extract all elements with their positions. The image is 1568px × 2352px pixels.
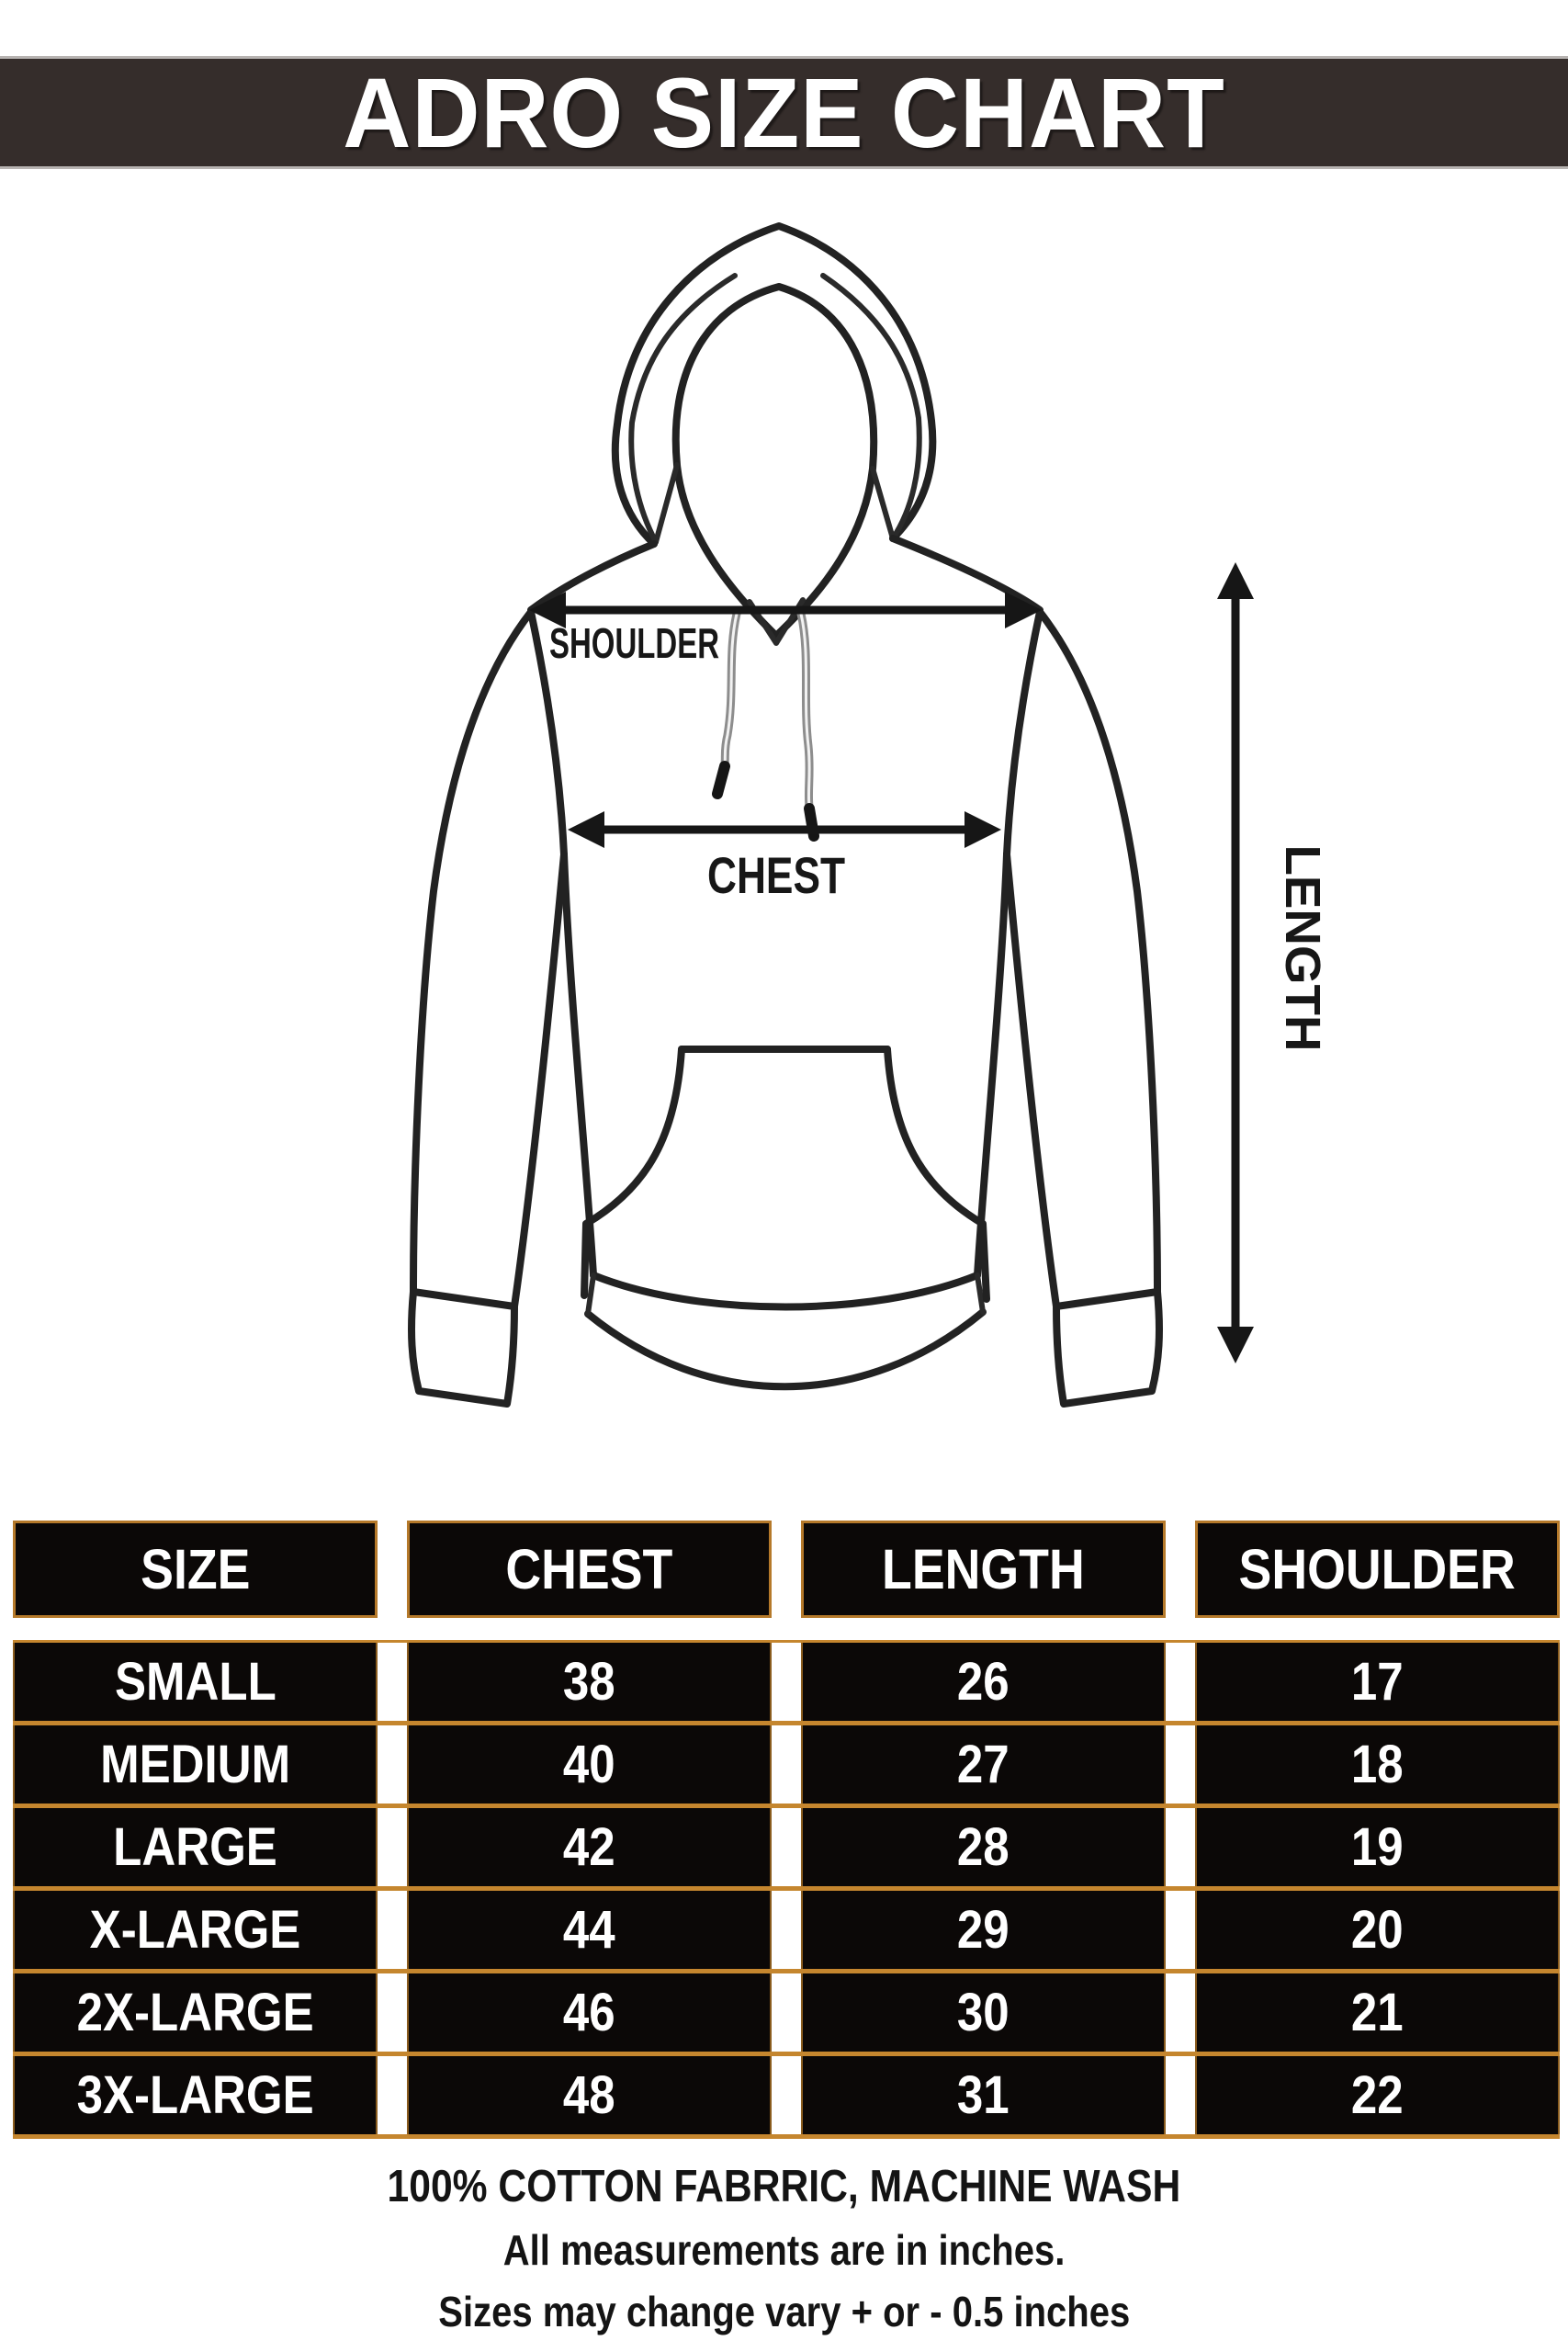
units-note: All measurements are in inches. <box>502 2226 1066 2274</box>
cell-chest: 44 <box>407 1891 772 1969</box>
sleeve-right-inner <box>1007 854 1056 1306</box>
cell-shoulder: 19 <box>1195 1808 1560 1886</box>
cell-size: MEDIUM <box>13 1725 378 1804</box>
pocket-right <box>887 1049 987 1299</box>
hoodie-measurement-diagram <box>0 166 1568 1521</box>
cell-shoulder: 17 <box>1195 1643 1560 1721</box>
size-table <box>13 1521 1560 2139</box>
table-row-small <box>13 1643 1560 1725</box>
armhole-right-seam <box>1007 612 1040 854</box>
cell-size: LARGE <box>13 1808 378 1886</box>
cell-size: SMALL <box>13 1643 378 1721</box>
cell-shoulder: 21 <box>1195 1973 1560 2052</box>
cuff-right <box>1056 1292 1159 1404</box>
footer-notes <box>0 2161 1568 2336</box>
chest-arrow <box>568 811 1001 848</box>
body-left-side <box>564 854 593 1275</box>
cuff-left <box>412 1292 514 1404</box>
fabric-note: 100% COTTON FABRRIC, MACHINE WASH <box>387 2162 1181 2211</box>
sleeve-right-outer <box>1040 612 1157 1292</box>
size-table-body <box>13 1640 1560 2139</box>
cell-chest: 38 <box>407 1643 772 1721</box>
cell-chest: 40 <box>407 1725 772 1804</box>
cell-size: X-LARGE <box>13 1891 378 1969</box>
header-cell-shoulder: SHOULDER <box>1195 1521 1560 1618</box>
cell-length: 27 <box>801 1725 1166 1804</box>
cell-chest: 46 <box>407 1973 772 2052</box>
chest-measure-label: CHEST <box>707 846 845 904</box>
hood-seam-left <box>656 465 677 542</box>
hood-seam-right <box>873 469 893 538</box>
hem-bottom <box>588 1312 983 1386</box>
body-right-side <box>977 854 1007 1275</box>
header-cell-length: LENGTH <box>801 1521 1166 1618</box>
shoulder-measure-label: SHOULDER <box>549 619 719 667</box>
sleeve-left-outer <box>413 612 531 1292</box>
cell-length: 30 <box>801 1973 1166 2052</box>
table-row-2x-large <box>13 1973 1560 2056</box>
drawstring-left-tip <box>717 766 725 794</box>
table-row-large <box>13 1808 1560 1891</box>
cell-chest: 42 <box>407 1808 772 1886</box>
header-cell-size: SIZE <box>13 1521 378 1618</box>
cell-length: 31 <box>801 2056 1166 2134</box>
cell-size: 2X-LARGE <box>13 1973 378 2052</box>
table-row-medium <box>13 1725 1560 1808</box>
cell-chest: 48 <box>407 2056 772 2134</box>
hem-top <box>593 1275 977 1307</box>
hood-opening <box>676 287 874 636</box>
table-row-3x-large <box>13 2056 1560 2139</box>
cell-shoulder: 20 <box>1195 1891 1560 1969</box>
length-arrow <box>1217 562 1254 1363</box>
cell-length: 26 <box>801 1643 1166 1721</box>
size-table-header-row <box>13 1521 1560 1618</box>
pocket-left <box>584 1049 682 1295</box>
cell-length: 28 <box>801 1808 1166 1886</box>
page-title: ADRO SIZE CHART <box>343 57 1225 168</box>
table-row-x-large <box>13 1891 1560 1973</box>
hem-left-edge <box>588 1275 593 1314</box>
title-banner <box>0 59 1568 166</box>
hoodie-diagram-svg <box>0 166 1568 1521</box>
sleeve-left-inner <box>514 854 564 1306</box>
tolerance-note: Sizes may change vary + or - 0.5 inches <box>438 2288 1130 2335</box>
cell-size: 3X-LARGE <box>13 2056 378 2134</box>
cell-length: 29 <box>801 1891 1166 1969</box>
hood-outline <box>615 226 933 544</box>
cell-shoulder: 18 <box>1195 1725 1560 1804</box>
cell-shoulder: 22 <box>1195 2056 1560 2134</box>
header-cell-chest: CHEST <box>407 1521 772 1618</box>
length-measure-label: LENGTH <box>1275 844 1330 1049</box>
